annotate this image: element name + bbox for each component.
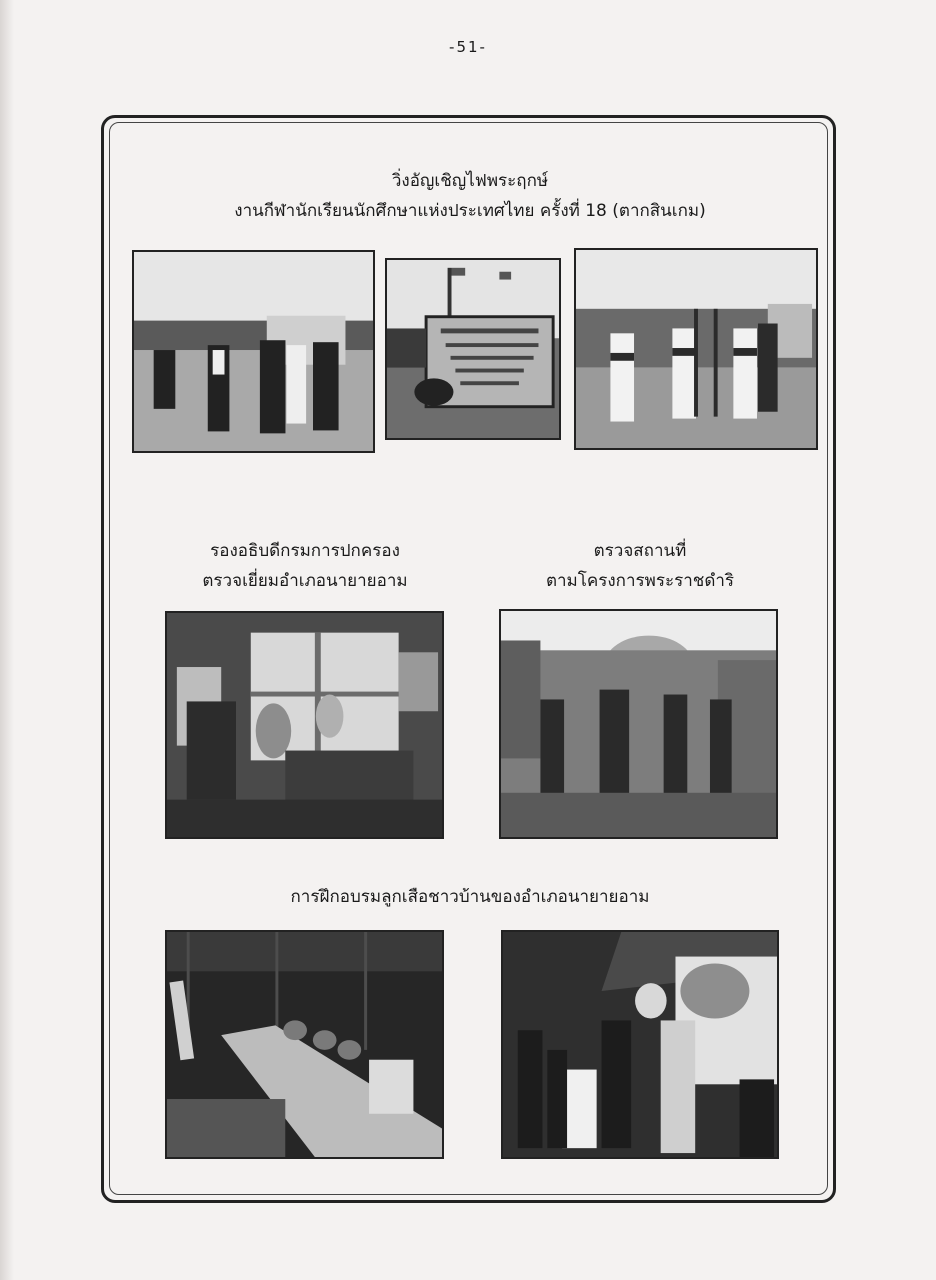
flag-bearers-photo — [574, 248, 818, 450]
sign-board-photo — [385, 258, 561, 440]
section-1-caption — [130, 166, 810, 226]
section-2-left-line2: ตรวจเยี่ยมอำเภอนายายอาม — [202, 571, 408, 591]
section-2-left-line1: รองอธิบดีกรมการปกครอง — [210, 541, 400, 561]
page-number: -51- — [449, 38, 487, 56]
section-2-right-line1: ตรวจสถานที่ — [593, 541, 687, 561]
torch-relay-runners-photo — [132, 250, 375, 453]
section-3-caption — [200, 882, 740, 912]
section-2-right-line2: ตามโครงการพระราชดำริ — [545, 571, 735, 591]
training-hall-photo — [165, 930, 444, 1159]
field-inspection-photo — [499, 609, 778, 839]
section-1-title-line2: งานกีฬานักเรียนนักศึกษาแห่งประเทศไทย ครั้งที่ 18 (ตากสินเกม) — [234, 201, 706, 221]
section-1-title-line1: วิ่งอัญเชิญไฟพระฤกษ์ — [391, 171, 549, 191]
office-visit-photo — [165, 611, 444, 839]
page-edge-shadow — [0, 0, 14, 1280]
village-scouts-photo — [501, 930, 779, 1159]
section-2-right-caption — [495, 536, 785, 596]
section-2-left-caption — [160, 536, 450, 596]
section-3-title: การฝึกอบรมลูกเสือชาวบ้านของอำเภอนายายอาม — [290, 887, 650, 907]
